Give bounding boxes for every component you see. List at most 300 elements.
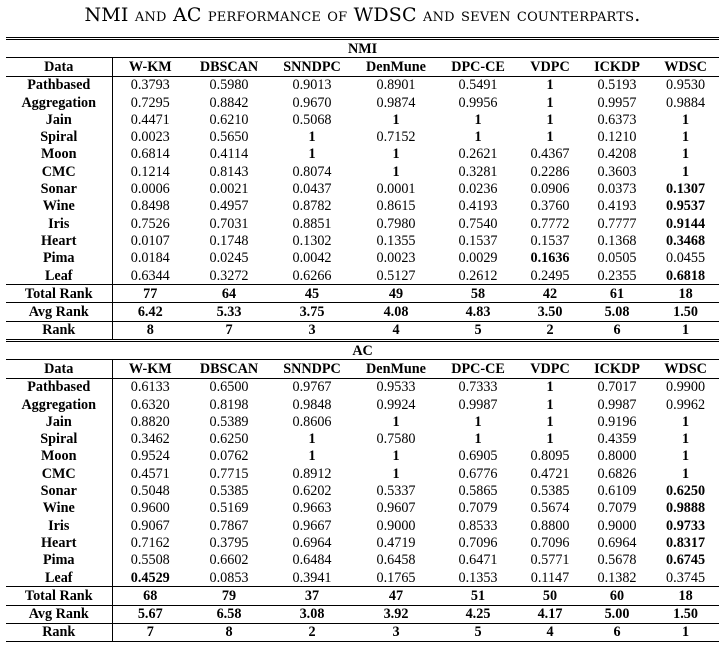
table-cell: 0.9957 xyxy=(597,94,637,111)
row-label: Pathbased xyxy=(6,76,112,94)
column-header: SNNDPC xyxy=(270,360,354,378)
row-label: Leaf xyxy=(6,569,112,587)
table-cell: 0.5771 xyxy=(530,552,570,569)
table-cell: 0.0906 xyxy=(530,181,570,198)
row-label: Wine xyxy=(6,500,112,517)
column-header: Data xyxy=(6,58,112,76)
row-label: Sonar xyxy=(6,180,112,197)
table-cell: 0.4529 xyxy=(130,569,170,586)
table-cell: 0.9663 xyxy=(292,500,332,517)
table-cell: 0.4367 xyxy=(530,146,570,163)
table-cell: 0.6109 xyxy=(597,483,637,500)
row-label: Iris xyxy=(6,517,112,534)
table-cell: 1 xyxy=(546,413,554,430)
summary-cell: 6 xyxy=(582,321,652,340)
table-cell: 0.4193 xyxy=(597,198,637,215)
table-cell: 0.6133 xyxy=(112,378,188,396)
table-cell: 0.5169 xyxy=(209,500,249,517)
table-row xyxy=(6,198,719,215)
summary-cell: 45 xyxy=(270,285,354,303)
table-cell: 0.4721 xyxy=(530,465,570,482)
row-label: Jain xyxy=(6,111,112,128)
table-cell: 1 xyxy=(474,413,482,430)
table-cell: 1 xyxy=(392,413,400,430)
summary-cell: 3 xyxy=(354,623,438,641)
column-header: W-KM xyxy=(112,360,188,378)
summary-cell: 64 xyxy=(188,285,270,303)
table-cell: 0.5048 xyxy=(130,483,170,500)
row-label: Pima xyxy=(6,250,112,267)
table-cell: 0.0006 xyxy=(130,181,170,198)
table-row xyxy=(6,215,719,232)
summary-cell: 42 xyxy=(518,285,582,303)
column-header: DBSCAN xyxy=(188,58,270,76)
table-cell: 0.2495 xyxy=(530,267,570,284)
table-cell: 1 xyxy=(682,146,690,163)
table-cell: 0.6344 xyxy=(130,267,170,284)
summary-cell: 4.08 xyxy=(354,303,438,321)
table-cell: 0.6250 xyxy=(209,431,249,448)
table-row xyxy=(6,76,719,94)
summary-row xyxy=(6,285,719,303)
table-cell: 0.6266 xyxy=(292,267,332,284)
table-cell: 0.9533 xyxy=(354,378,438,396)
table-cell: 0.7295 xyxy=(130,94,170,111)
table-cell: 0.0042 xyxy=(292,250,332,267)
header-row xyxy=(6,360,719,378)
table-cell: 0.0023 xyxy=(376,250,416,267)
summary-label: Total Rank xyxy=(6,285,112,303)
table-cell: 0.8498 xyxy=(130,198,170,215)
row-label: Pathbased xyxy=(6,378,112,396)
table-cell: 0.6814 xyxy=(130,146,170,163)
table-cell: 0.0029 xyxy=(458,250,498,267)
summary-row xyxy=(6,303,719,321)
table-cell: 0.9888 xyxy=(666,500,706,517)
table-cell: 0.7031 xyxy=(209,215,249,232)
table-cell: 0.0021 xyxy=(209,181,249,198)
table-cell: 1 xyxy=(682,163,690,180)
table-row xyxy=(6,552,719,569)
column-header: VDPC xyxy=(518,58,582,76)
table-cell: 0.6202 xyxy=(292,483,332,500)
table-cell: 0.6210 xyxy=(209,111,249,128)
table-cell: 1 xyxy=(308,146,316,163)
row-label: Aggregation xyxy=(6,396,112,413)
table-row xyxy=(6,163,719,180)
column-header: Data xyxy=(6,360,112,378)
table-row xyxy=(6,517,719,534)
summary-cell: 5 xyxy=(438,623,518,641)
table-row xyxy=(6,267,719,285)
section-title-row xyxy=(6,39,719,58)
summary-row xyxy=(6,623,719,641)
table-cell: 0.0762 xyxy=(209,448,249,465)
table-cell: 0.7526 xyxy=(130,215,170,232)
summary-cell: 8 xyxy=(188,623,270,641)
summary-cell: 68 xyxy=(112,587,188,605)
table-cell: 0.9884 xyxy=(666,94,706,111)
table-cell: 1 xyxy=(682,413,690,430)
table-cell: 0.5127 xyxy=(376,267,416,284)
table-cell: 0.5980 xyxy=(188,76,270,94)
summary-cell: 47 xyxy=(354,587,438,605)
summary-cell: 18 xyxy=(652,587,719,605)
table-row xyxy=(6,378,719,396)
caption-ac: AC xyxy=(172,4,202,26)
table-cell: 0.7152 xyxy=(376,129,416,146)
table-cell: 0.9000 xyxy=(597,517,637,534)
summary-cell: 51 xyxy=(438,587,518,605)
table-cell: 1 xyxy=(518,76,582,94)
table-cell: 0.6250 xyxy=(666,483,706,500)
table-cell: 0.0184 xyxy=(130,250,170,267)
table-cell: 0.6776 xyxy=(458,465,498,482)
summary-cell: 3.92 xyxy=(354,605,438,623)
column-header: DBSCAN xyxy=(188,360,270,378)
table-cell: 0.6745 xyxy=(666,552,706,569)
table-cell: 1 xyxy=(392,146,400,163)
summary-row xyxy=(6,321,719,340)
table-cell: 0.9530 xyxy=(652,76,719,94)
summary-row xyxy=(6,587,719,605)
caption-and: and xyxy=(134,4,167,26)
row-label: Sonar xyxy=(6,482,112,499)
table-cell: 0.5650 xyxy=(209,129,249,146)
table-cell: 0.3281 xyxy=(458,163,498,180)
table-cell: 0.3941 xyxy=(292,569,332,586)
table-row xyxy=(6,534,719,551)
table-cell: 0.8143 xyxy=(209,163,249,180)
summary-cell: 3.75 xyxy=(270,303,354,321)
table-cell: 0.8000 xyxy=(597,448,637,465)
table-cell: 0.1537 xyxy=(530,232,570,249)
summary-cell: 61 xyxy=(582,285,652,303)
table-cell: 0.3468 xyxy=(666,232,706,249)
table-cell: 0.2286 xyxy=(530,163,570,180)
table-cell: 1 xyxy=(474,129,482,146)
summary-cell: 1 xyxy=(652,623,719,641)
table-cell: 0.5389 xyxy=(209,413,249,430)
table-cell: 0.2621 xyxy=(458,146,498,163)
table-cell: 0.1537 xyxy=(458,232,498,249)
table-cell: 0.9987 xyxy=(458,396,498,413)
summary-label: Rank xyxy=(6,623,112,641)
table-cell: 0.9987 xyxy=(597,396,637,413)
summary-cell: 1 xyxy=(652,321,719,340)
table-cell: 0.3272 xyxy=(209,267,249,284)
table-cell: 0.8533 xyxy=(458,517,498,534)
table-row xyxy=(6,250,719,267)
table-row xyxy=(6,128,719,145)
table-cell: 0.1353 xyxy=(458,569,498,586)
table-cell: 1 xyxy=(546,431,554,448)
table-caption xyxy=(0,4,725,26)
table-cell: 1 xyxy=(546,94,554,111)
caption-method: WDSC xyxy=(353,4,417,26)
table-cell: 0.9924 xyxy=(376,396,416,413)
section-title: AC xyxy=(6,341,719,360)
table-cell: 0.7540 xyxy=(458,215,498,232)
column-header: WDSC xyxy=(652,58,719,76)
summary-cell: 8 xyxy=(112,321,188,340)
table-cell: 0.1302 xyxy=(292,232,332,249)
table-row xyxy=(6,569,719,587)
table-cell: 0.6964 xyxy=(597,534,637,551)
summary-cell: 5.00 xyxy=(582,605,652,623)
summary-cell: 6.58 xyxy=(188,605,270,623)
table-cell: 0.7017 xyxy=(582,378,652,396)
table-cell: 0.0107 xyxy=(130,232,170,249)
table-cell: 0.5865 xyxy=(458,483,498,500)
row-label: Moon xyxy=(6,448,112,465)
column-header: WDSC xyxy=(652,360,719,378)
table-cell: 0.0236 xyxy=(458,181,498,198)
table-cell: 0.8198 xyxy=(209,396,249,413)
table-row xyxy=(6,500,719,517)
summary-cell: 2 xyxy=(518,321,582,340)
table-cell: 0.7333 xyxy=(438,378,518,396)
table-cell: 0.9607 xyxy=(376,500,416,517)
column-header: DPC-CE xyxy=(438,360,518,378)
table-cell: 1 xyxy=(308,129,316,146)
column-header: DenMune xyxy=(354,360,438,378)
table-cell: 0.7096 xyxy=(458,534,498,551)
table-cell: 0.8842 xyxy=(209,94,249,111)
header-row xyxy=(6,58,719,76)
row-label: CMC xyxy=(6,163,112,180)
table-cell: 0.5674 xyxy=(530,500,570,517)
summary-cell: 37 xyxy=(270,587,354,605)
row-label: Pima xyxy=(6,552,112,569)
table-cell: 0.9956 xyxy=(458,94,498,111)
table-cell: 0.8615 xyxy=(376,198,416,215)
table-cell: 0.6826 xyxy=(597,465,637,482)
summary-cell: 5.67 xyxy=(112,605,188,623)
table-cell: 0.1368 xyxy=(597,232,637,249)
table-cell: 0.9900 xyxy=(652,378,719,396)
summary-cell: 4.25 xyxy=(438,605,518,623)
summary-cell: 4 xyxy=(518,623,582,641)
summary-cell: 18 xyxy=(652,285,719,303)
table-cell: 0.8901 xyxy=(354,76,438,94)
table-cell: 0.6905 xyxy=(458,448,498,465)
caption-prefix: NMI xyxy=(84,4,129,26)
row-label: Aggregation xyxy=(6,94,112,111)
table-cell: 0.0023 xyxy=(130,129,170,146)
table-cell: 0.3793 xyxy=(112,76,188,94)
table-cell: 0.0001 xyxy=(376,181,416,198)
table-cell: 0.6484 xyxy=(292,552,332,569)
table-cell: 0.1382 xyxy=(597,569,637,586)
table-cell: 0.1636 xyxy=(530,250,570,267)
table-cell: 0.9848 xyxy=(292,396,332,413)
results-table xyxy=(6,37,719,642)
table-cell: 0.5678 xyxy=(597,552,637,569)
table-cell: 0.4208 xyxy=(597,146,637,163)
table-cell: 0.5491 xyxy=(438,76,518,94)
row-label: Heart xyxy=(6,534,112,551)
summary-cell: 3 xyxy=(270,321,354,340)
table-cell: 1 xyxy=(682,448,690,465)
summary-cell: 3.50 xyxy=(518,303,582,321)
table-cell: 1 xyxy=(546,129,554,146)
summary-label: Avg Rank xyxy=(6,303,112,321)
table-cell: 0.7715 xyxy=(209,465,249,482)
section-title: NMI xyxy=(6,39,719,58)
column-header: DenMune xyxy=(354,58,438,76)
table-cell: 0.9524 xyxy=(130,448,170,465)
summary-cell: 4.83 xyxy=(438,303,518,321)
table-cell: 0.7867 xyxy=(209,517,249,534)
table-cell: 0.2355 xyxy=(597,267,637,284)
table-cell: 0.9670 xyxy=(292,94,332,111)
table-row xyxy=(6,180,719,197)
table-cell: 0.9733 xyxy=(666,517,706,534)
table-cell: 0.6602 xyxy=(209,552,249,569)
table-cell: 1 xyxy=(392,111,400,128)
summary-cell: 49 xyxy=(354,285,438,303)
table-cell: 1 xyxy=(518,378,582,396)
summary-cell: 4 xyxy=(354,321,438,340)
table-cell: 0.8800 xyxy=(530,517,570,534)
summary-label: Rank xyxy=(6,321,112,340)
table-cell: 0.3603 xyxy=(597,163,637,180)
summary-cell: 5.08 xyxy=(582,303,652,321)
table-cell: 0.6964 xyxy=(292,534,332,551)
table-cell: 0.4571 xyxy=(130,465,170,482)
table-cell: 0.4193 xyxy=(458,198,498,215)
table-cell: 0.6500 xyxy=(188,378,270,396)
table-cell: 0.4359 xyxy=(597,431,637,448)
table-cell: 1 xyxy=(682,431,690,448)
table-cell: 0.8317 xyxy=(666,534,706,551)
table-row xyxy=(6,146,719,163)
table-cell: 1 xyxy=(682,465,690,482)
row-label: Wine xyxy=(6,198,112,215)
table-cell: 0.5508 xyxy=(130,552,170,569)
table-cell: 0.4957 xyxy=(209,198,249,215)
table-cell: 0.8851 xyxy=(292,215,332,232)
table-row xyxy=(6,111,719,128)
table-cell: 0.9144 xyxy=(666,215,706,232)
table-cell: 0.1355 xyxy=(376,232,416,249)
summary-cell: 1.50 xyxy=(652,303,719,321)
table-cell: 0.9667 xyxy=(292,517,332,534)
summary-cell: 3.08 xyxy=(270,605,354,623)
summary-label: Avg Rank xyxy=(6,605,112,623)
table-cell: 0.6320 xyxy=(130,396,170,413)
table-cell: 0.4719 xyxy=(376,534,416,551)
summary-cell: 58 xyxy=(438,285,518,303)
table-cell: 1 xyxy=(682,111,690,128)
column-header: SNNDPC xyxy=(270,58,354,76)
table-cell: 0.0853 xyxy=(209,569,249,586)
table-row xyxy=(6,396,719,413)
column-header: DPC-CE xyxy=(438,58,518,76)
table-cell: 0.8074 xyxy=(292,163,332,180)
summary-cell: 1.50 xyxy=(652,605,719,623)
summary-cell: 60 xyxy=(582,587,652,605)
summary-cell: 6.42 xyxy=(112,303,188,321)
column-header: VDPC xyxy=(518,360,582,378)
table-cell: 0.1748 xyxy=(209,232,249,249)
table-cell: 0.9767 xyxy=(270,378,354,396)
table-cell: 0.3462 xyxy=(130,431,170,448)
summary-label: Total Rank xyxy=(6,587,112,605)
table-row xyxy=(6,232,719,249)
summary-cell: 2 xyxy=(270,623,354,641)
table-cell: 0.9537 xyxy=(666,198,706,215)
table-cell: 1 xyxy=(392,465,400,482)
row-label: Iris xyxy=(6,215,112,232)
table-cell: 0.3795 xyxy=(209,534,249,551)
row-label: Leaf xyxy=(6,267,112,285)
table-cell: 0.7777 xyxy=(597,215,637,232)
table-cell: 0.1147 xyxy=(530,569,570,586)
row-label: Spiral xyxy=(6,128,112,145)
table-cell: 0.0245 xyxy=(209,250,249,267)
table-row xyxy=(6,413,719,430)
table-cell: 1 xyxy=(392,448,400,465)
summary-cell: 79 xyxy=(188,587,270,605)
table-cell: 1 xyxy=(474,431,482,448)
table-row xyxy=(6,482,719,499)
table-row xyxy=(6,94,719,111)
summary-cell: 5 xyxy=(438,321,518,340)
row-label: CMC xyxy=(6,465,112,482)
table-cell: 1 xyxy=(682,129,690,146)
table-cell: 0.8912 xyxy=(292,465,332,482)
table-cell: 0.8820 xyxy=(130,413,170,430)
table-cell: 0.7162 xyxy=(130,534,170,551)
row-label: Heart xyxy=(6,232,112,249)
table-cell: 0.9600 xyxy=(130,500,170,517)
table-cell: 0.7580 xyxy=(376,431,416,448)
table-cell: 0.7980 xyxy=(376,215,416,232)
table-cell: 0.7079 xyxy=(597,500,637,517)
table-cell: 0.9962 xyxy=(666,396,706,413)
table-cell: 0.2612 xyxy=(458,267,498,284)
caption-performance-of: performance of xyxy=(207,4,348,26)
table-cell: 1 xyxy=(546,111,554,128)
summary-cell: 5.33 xyxy=(188,303,270,321)
row-label: Spiral xyxy=(6,431,112,448)
table-cell: 0.0455 xyxy=(666,250,706,267)
table-cell: 0.7772 xyxy=(530,215,570,232)
row-label: Moon xyxy=(6,146,112,163)
table-cell: 0.8782 xyxy=(292,198,332,215)
section-title-row xyxy=(6,341,719,360)
table-cell: 0.8095 xyxy=(530,448,570,465)
table-cell: 0.5193 xyxy=(582,76,652,94)
summary-cell: 7 xyxy=(188,321,270,340)
table-cell: 0.5385 xyxy=(530,483,570,500)
table-cell: 0.8606 xyxy=(292,413,332,430)
table-cell: 1 xyxy=(308,431,316,448)
table-cell: 1 xyxy=(308,448,316,465)
table-cell: 0.1765 xyxy=(376,569,416,586)
summary-cell: 4.17 xyxy=(518,605,582,623)
summary-row xyxy=(6,605,719,623)
summary-cell: 7 xyxy=(112,623,188,641)
table-cell: 0.1214 xyxy=(130,163,170,180)
column-header: ICKDP xyxy=(582,58,652,76)
table-row xyxy=(6,465,719,482)
table-cell: 0.6818 xyxy=(666,267,706,284)
table-cell: 0.7079 xyxy=(458,500,498,517)
table-cell: 1 xyxy=(392,163,400,180)
